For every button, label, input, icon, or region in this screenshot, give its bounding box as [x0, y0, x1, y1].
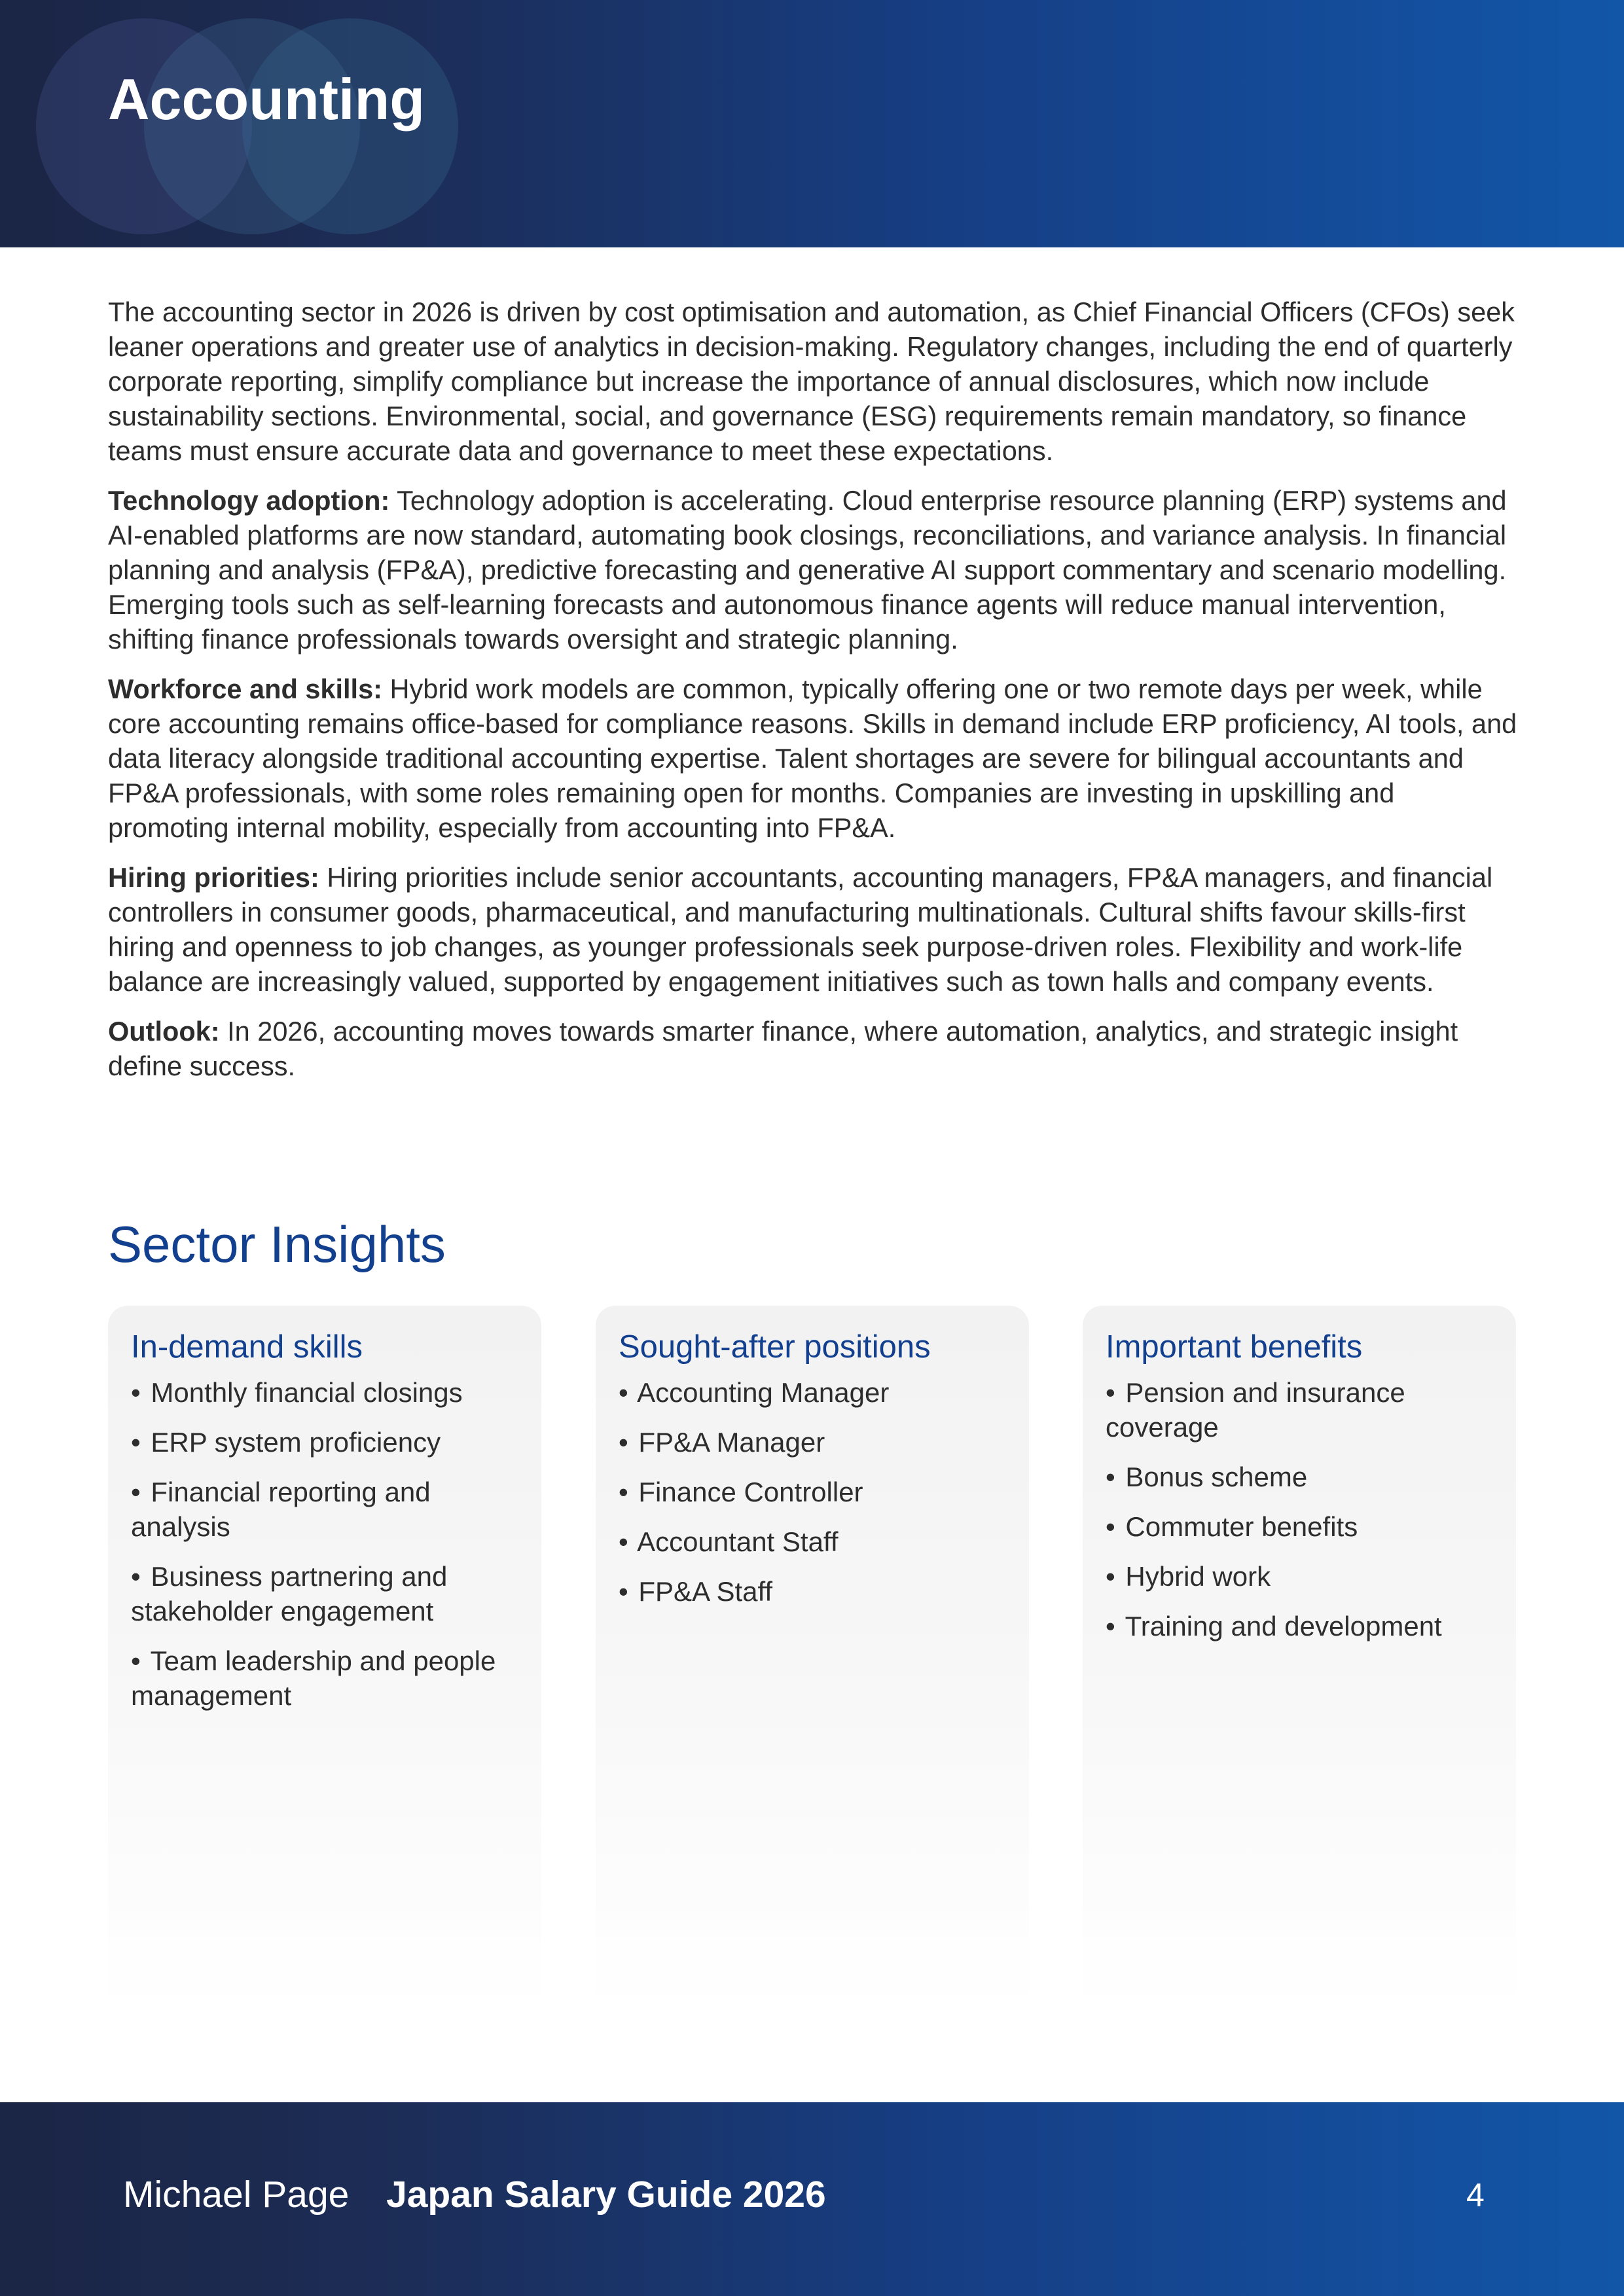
bullet-icon: • [131, 1377, 141, 1408]
card-title: In-demand skills [131, 1329, 363, 1365]
list-item: • Commuter benefits [1106, 1511, 1358, 1542]
list-item: • Hybrid work [1106, 1561, 1271, 1592]
insight-card-in-demand-skills [108, 1306, 541, 2013]
bullet-icon: • [1106, 1462, 1115, 1492]
list-item: • FP&A Staff [619, 1576, 773, 1607]
paragraph-text: Hybrid work models are common, typically offering one or two remote days per week, while core accounting remains office-based for compliance reasons. Skills in demand include ERP proficiency, AI tools, and data literacy alongside traditional accounting expertise. Talent shortages are severe for bilingual accountants and FP&A professionals, with some roles remaining open for months. Companies are investing in upskilling and promoting internal mobility, especially from accounting into FP&A. [108, 673, 1517, 843]
page-title: Accounting [108, 67, 425, 132]
paragraph-text: Hiring priorities include senior accountants, accounting managers, FP&A managers, and financial controllers in consumer goods, pharmaceutical, and manufacturing multinationals. Cultural shifts favour skills-first hiring and openness to job changes, as younger professionals seek purpose-driven roles. Flexibility and work-life balance are increasingly valued, supported by engagement initiatives such as town halls and company events. [108, 862, 1493, 997]
bullet-icon: • [619, 1477, 628, 1507]
list-item: • Business partnering and stakeholder engagement [131, 1561, 448, 1626]
insight-card-important-benefits [1083, 1306, 1516, 2013]
bullet-icon: • [619, 1377, 628, 1408]
bullet-icon: • [1106, 1611, 1115, 1641]
page-footer [0, 2102, 1624, 2296]
list-item: • Accountant Staff [619, 1526, 839, 1557]
bullet-icon: • [619, 1427, 628, 1458]
list-item: • Finance Controller [619, 1477, 863, 1507]
paragraph-text: Technology adoption is accelerating. Cloud enterprise resource planning (ERP) systems and AI-enabled platforms are now standard, automating book closings, reconciliations, and variance analysis. In financial planning and analysis (FP&A), predictive forecasting and generative AI support commentary and scenario modelling. Emerging tools such as self-learning forecasts and autonomous finance agents will reduce manual intervention, shifting finance professionals towards oversight and strategic planning. [108, 485, 1507, 655]
bullet-icon: • [1106, 1377, 1115, 1408]
paragraph-heading: Technology adoption: [108, 485, 390, 516]
article-body [108, 295, 1522, 1098]
paragraph-text: In 2026, accounting moves towards smarter finance, where automation, analytics, and strategic insight define success. [108, 1016, 1458, 1081]
insight-card-sought-after-positions [596, 1306, 1029, 2013]
paragraph-technology-adoption [108, 483, 1522, 656]
bullet-icon: • [131, 1561, 141, 1592]
list-item: • Team leadership and people management [131, 1645, 496, 1711]
card-list [619, 1375, 1006, 1609]
intro-paragraph: The accounting sector in 2026 is driven by cost optimisation and automation, as Chief Financial Officers (CFOs) seek leaner operations and greater use of analytics in decision-making. Regulatory changes, including the end of quarterly corporate reporting, simplify compliance but increase the importance of annual disclosures, which now include sustainability sections. Environmental, social, and governance (ESG) requirements remain mandatory, so finance teams must ensure accurate data and governance to meet these expectations. [108, 296, 1515, 466]
list-item: • Bonus scheme [1106, 1462, 1308, 1492]
list-item: • FP&A Manager [619, 1427, 825, 1458]
page-number: 4 [1466, 2177, 1485, 2214]
bullet-icon: • [131, 1477, 141, 1507]
list-item: • Accounting Manager [619, 1377, 890, 1408]
list-item: • Pension and insurance coverage [1106, 1377, 1405, 1443]
list-item: • Monthly financial closings [131, 1377, 463, 1408]
list-item: • Financial reporting and analysis [131, 1477, 431, 1542]
paragraph-heading: Outlook: [108, 1016, 220, 1047]
bullet-icon: • [1106, 1511, 1115, 1542]
card-list [1106, 1375, 1493, 1643]
bullet-icon: • [619, 1576, 628, 1607]
page-header [0, 0, 1624, 247]
list-item: • ERP system proficiency [131, 1427, 441, 1458]
bullet-icon: • [619, 1526, 628, 1557]
list-item: • Training and development [1106, 1611, 1442, 1641]
paragraph-outlook [108, 1014, 1522, 1083]
bullet-icon: • [131, 1427, 141, 1458]
paragraph-workforce-skills [108, 672, 1522, 845]
section-title-sector-insights: Sector Insights [108, 1215, 446, 1273]
card-list [131, 1375, 518, 1713]
card-title: Important benefits [1106, 1329, 1363, 1365]
paragraph-heading: Workforce and skills: [108, 673, 382, 704]
bullet-icon: • [1106, 1561, 1115, 1592]
bullet-icon: • [131, 1645, 141, 1676]
card-title: Sought-after positions [619, 1329, 931, 1365]
footer-brand: Michael Page [123, 2174, 350, 2215]
paragraph-heading: Hiring priorities: [108, 862, 319, 893]
footer-guide-title: Japan Salary Guide 2026 [386, 2174, 826, 2215]
paragraph-hiring-priorities [108, 860, 1522, 999]
